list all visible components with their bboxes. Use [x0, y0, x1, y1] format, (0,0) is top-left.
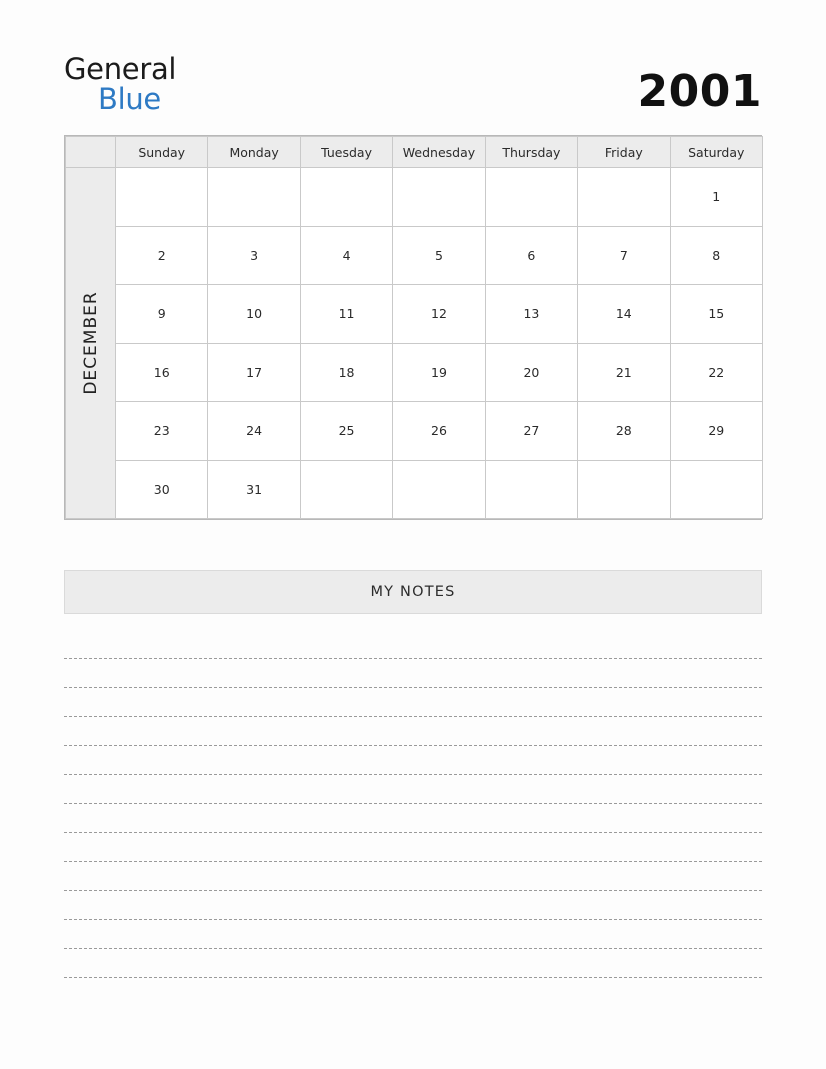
calendar-week-row	[66, 343, 763, 402]
day-cell[interactable]: 29	[670, 402, 762, 461]
day-cell[interactable]: 10	[208, 285, 300, 344]
month-header-spacer	[66, 137, 116, 168]
note-line[interactable]	[64, 833, 762, 862]
day-cell[interactable]	[116, 168, 208, 227]
day-cell[interactable]: 12	[393, 285, 485, 344]
note-line[interactable]	[64, 717, 762, 746]
calendar-week-row	[66, 226, 763, 285]
day-cell[interactable]	[393, 460, 485, 519]
day-cell[interactable]: 31	[208, 460, 300, 519]
day-cell[interactable]	[578, 168, 670, 227]
day-cell[interactable]: 20	[485, 343, 577, 402]
day-cell[interactable]	[208, 168, 300, 227]
note-line[interactable]	[64, 688, 762, 717]
day-cell[interactable]: 17	[208, 343, 300, 402]
note-line[interactable]	[64, 862, 762, 891]
day-cell[interactable]: 22	[670, 343, 762, 402]
notes-header	[64, 570, 762, 614]
calendar-week-row	[66, 460, 763, 519]
day-cell[interactable]	[485, 460, 577, 519]
page-header	[64, 52, 762, 117]
note-line[interactable]	[64, 775, 762, 804]
day-cell[interactable]: 16	[116, 343, 208, 402]
note-line[interactable]	[64, 630, 762, 659]
day-cell[interactable]: 8	[670, 226, 762, 285]
weekday-header-thursday: Thursday	[485, 137, 577, 168]
note-line[interactable]	[64, 804, 762, 833]
weekday-header-saturday: Saturday	[670, 137, 762, 168]
day-cell[interactable]	[300, 168, 392, 227]
weekday-header-tuesday: Tuesday	[300, 137, 392, 168]
day-cell[interactable]: 28	[578, 402, 670, 461]
notes-section	[64, 570, 762, 978]
logo-text-general: General	[64, 52, 177, 86]
day-cell[interactable]: 18	[300, 343, 392, 402]
general-blue-logo	[64, 52, 314, 114]
day-cell[interactable]: 5	[393, 226, 485, 285]
day-cell[interactable]: 13	[485, 285, 577, 344]
day-cell[interactable]: 2	[116, 226, 208, 285]
day-cell[interactable]	[300, 460, 392, 519]
note-line[interactable]	[64, 920, 762, 949]
calendar-week-row	[66, 402, 763, 461]
day-cell[interactable]: 24	[208, 402, 300, 461]
day-cell[interactable]	[485, 168, 577, 227]
calendar-week-row	[66, 168, 763, 227]
day-cell[interactable]: 4	[300, 226, 392, 285]
calendar-grid	[64, 135, 762, 520]
weekday-header-sunday: Sunday	[116, 137, 208, 168]
day-cell[interactable]: 7	[578, 226, 670, 285]
note-line[interactable]	[64, 891, 762, 920]
notes-lines[interactable]	[64, 630, 762, 978]
day-cell[interactable]: 9	[116, 285, 208, 344]
day-cell[interactable]: 23	[116, 402, 208, 461]
day-cell[interactable]: 27	[485, 402, 577, 461]
day-cell[interactable]: 14	[578, 285, 670, 344]
weekday-header-friday: Friday	[578, 137, 670, 168]
day-cell[interactable]: 25	[300, 402, 392, 461]
logo-text-blue: Blue	[98, 82, 161, 116]
month-label: DECEMBER	[80, 291, 101, 395]
note-line[interactable]	[64, 746, 762, 775]
weekday-header-wednesday: Wednesday	[393, 137, 485, 168]
note-line[interactable]	[64, 659, 762, 688]
weekday-header-monday: Monday	[208, 137, 300, 168]
day-cell[interactable]	[393, 168, 485, 227]
calendar-week-row	[66, 285, 763, 344]
day-cell[interactable]: 26	[393, 402, 485, 461]
day-cell[interactable]	[670, 460, 762, 519]
day-cell[interactable]: 15	[670, 285, 762, 344]
notes-title: MY NOTES	[370, 584, 456, 600]
day-cell[interactable]: 3	[208, 226, 300, 285]
calendar-header-row	[66, 137, 763, 168]
month-label-cell	[66, 168, 116, 519]
day-cell[interactable]	[578, 460, 670, 519]
page-title-year: 2001	[637, 66, 762, 117]
day-cell[interactable]: 11	[300, 285, 392, 344]
day-cell[interactable]: 6	[485, 226, 577, 285]
day-cell[interactable]: 30	[116, 460, 208, 519]
note-line[interactable]	[64, 949, 762, 978]
day-cell[interactable]: 19	[393, 343, 485, 402]
day-cell[interactable]: 1	[670, 168, 762, 227]
day-cell[interactable]: 21	[578, 343, 670, 402]
